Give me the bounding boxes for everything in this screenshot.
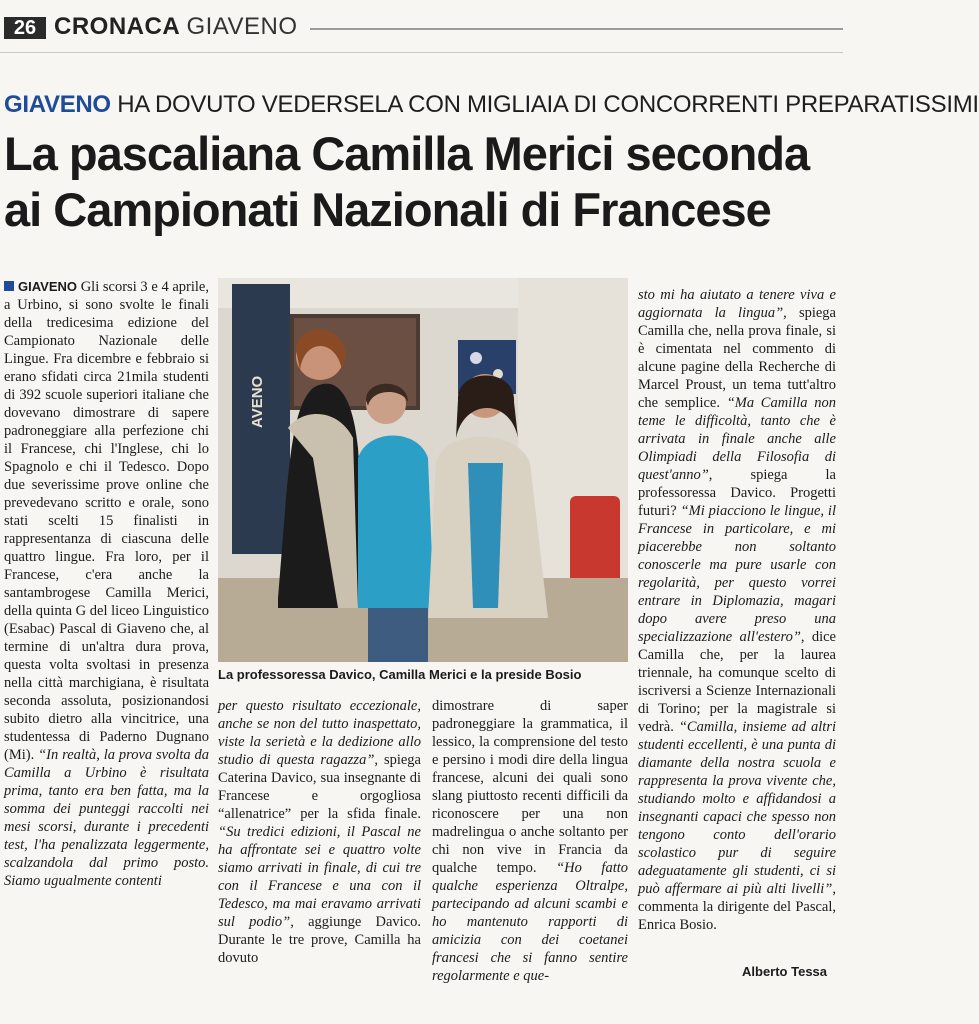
dateline-square-icon bbox=[4, 281, 14, 291]
dateline-place: GIAVENO bbox=[18, 279, 77, 294]
headline-line-2: ai Campionati Nazionali di Francese bbox=[4, 183, 771, 236]
byline: Alberto Tessa bbox=[742, 964, 828, 979]
banner-text: AVENO bbox=[249, 375, 266, 428]
body-text: , spiega Caterina Davico, sua insegnante di Francese e orgogliosa “allenatrice” per la sfida finale. bbox=[218, 752, 421, 822]
body-quote: “Su tredici edizioni, il Pascal ne ha affrontate sei e quattro volte siamo arrivati in finale, di cui tre con il Francese e una con il Tedesco, ma mai eravamo arrivati sul podio” bbox=[218, 824, 421, 930]
body-text: , commenta la dirigente del Pascal, Enrica Bosio. bbox=[638, 881, 836, 933]
header-rule bbox=[310, 28, 843, 30]
body-quote: “Ma Camilla non teme le difficoltà, tanto che è arrivata in finale anche alle Olimpiadi della Filosofia di quest'anno” bbox=[638, 395, 836, 483]
article-column-1 bbox=[4, 278, 209, 890]
headline-line-1: La pascaliana Camilla Merici seconda bbox=[4, 127, 810, 180]
body-quote: “In realtà, la prova svolta da Camilla a Urbino è risultata prima, tanto era ben fatta, ma la somma dei punteggi raccolti nei mesi scorsi, durante i precedenti test, l'ha penalizzata leggermente, scalzandola dal primo posto. Siamo ugualmente contenti bbox=[4, 747, 209, 889]
photo-caption: La professoressa Davico, Camilla Merici e la preside Bosio bbox=[218, 667, 582, 682]
article-headline bbox=[4, 126, 839, 238]
body-text: , dice Camilla che, per la laurea triennale, ha comunque scelto di iscriversi a Scienze Internazionali di Torino; per la magistrale si vedrà. bbox=[638, 629, 836, 735]
body-quote: “Camilla, insieme ad altri studenti eccellenti, è una punta di diamante della nostra scuola e rappresenta la prova vivente che, studiando molto e affidandosi a insegnanti capaci che spesso non tengono conto dell'orario scolastico pur di seguire adeguatamente gli studenti, ci si può affermare ai più alti livelli” bbox=[638, 719, 836, 897]
page-header bbox=[0, 0, 843, 56]
body-quote: “Ho fatto qualche esperienza Oltralpe, partecipando ad alcuni scambi e ho mantenuto rapporti di amicizia con dei coetanei francesi che si fanno sentire regolarmente e que- bbox=[432, 860, 629, 984]
photo-image bbox=[218, 278, 628, 662]
body-text: Gli scorsi 3 e 4 aprile, a Urbino, si sono svolte le finali della tredicesima edizione del Campionato Nazionale delle Lingue. Fra dicembre e febbraio si erano sfidati circa 21mila studenti di 392 scuole superiori italiane che dovevano dimostrare di sapere padroneggiare alla perfezione chi il Francese, chi l'Inglese, chi lo Spagnolo e chi il Tedesco. Dopo due severissime prove online che prevedevano scritto e orale, sono stati scelti 15 finalisti in rappresentanza di ciascuna delle quattro lingue. Fra loro, per il Francese, c'era anche la santambrogese Camilla Merici, della quinta G del liceo Linguistico (Esabac) Pascal di Giaveno che, al termine di un'altra dura prova, questa volta svoltasi in presenza nella città marchigiana, è risultata seconda assoluta, posizionandosi subito dietro alla vincitrice, una studentessa di Paderno Dugnano (Mi). bbox=[4, 279, 209, 763]
body-text: , spiega Camilla che, nella prova finale, si è cimentata nel commento di alcune pagine della Recherche di Marcel Proust, un tema tutt'altro che semplice. bbox=[638, 305, 836, 411]
article-column-2 bbox=[218, 697, 421, 967]
body-quote: “Mi piacciono le lingue, il Francese in particolare, e mi piacerebbe non soltanto conoscerle ma pure usarle con regolarità, per questo vorrei entrare in Diplomazia, magari dopo avere preso una specializzazione all'estero” bbox=[638, 503, 836, 645]
section-name: CRONACA bbox=[54, 13, 180, 40]
body-quote: per questo risultato eccezionale, anche se non del tutto inaspettato, viste la serietà e la dedizione allo studio di questa ragazza” bbox=[218, 698, 421, 768]
body-text: , spiega la professoressa Davico. Progetti futuri? bbox=[638, 467, 836, 519]
body-text: , aggiunge Davico. Durante le tre prove, Camilla ha dovuto bbox=[218, 914, 421, 966]
dateline bbox=[4, 279, 77, 294]
kicker-place: GIAVENO bbox=[4, 91, 111, 118]
article-column-4 bbox=[638, 286, 836, 934]
article-kicker bbox=[4, 90, 979, 120]
section-title bbox=[54, 13, 298, 41]
body-text: dimostrare di saper padroneggiare la grammatica, il lessico, la comprensione del testo e persino i modi dire della lingua francese, alcuni dei quali sono slang piuttosto recenti difficili da riconoscere per una non madrelingua o anche soltanto per chi non vive in Francia da qualche tempo. bbox=[432, 698, 628, 876]
page-number: 26 bbox=[4, 17, 46, 39]
header-divider bbox=[0, 52, 843, 53]
kicker-text: HA DOVUTO VEDERSELA CON MIGLIAIA DI CONCORRENTI PREPARATISSIMI bbox=[117, 91, 979, 118]
article-photo bbox=[218, 278, 628, 662]
article-column-3 bbox=[432, 697, 628, 985]
section-town: GIAVENO bbox=[186, 13, 298, 40]
body-quote: sto mi ha aiutato a tenere viva e aggiornata la lingua” bbox=[638, 287, 836, 321]
